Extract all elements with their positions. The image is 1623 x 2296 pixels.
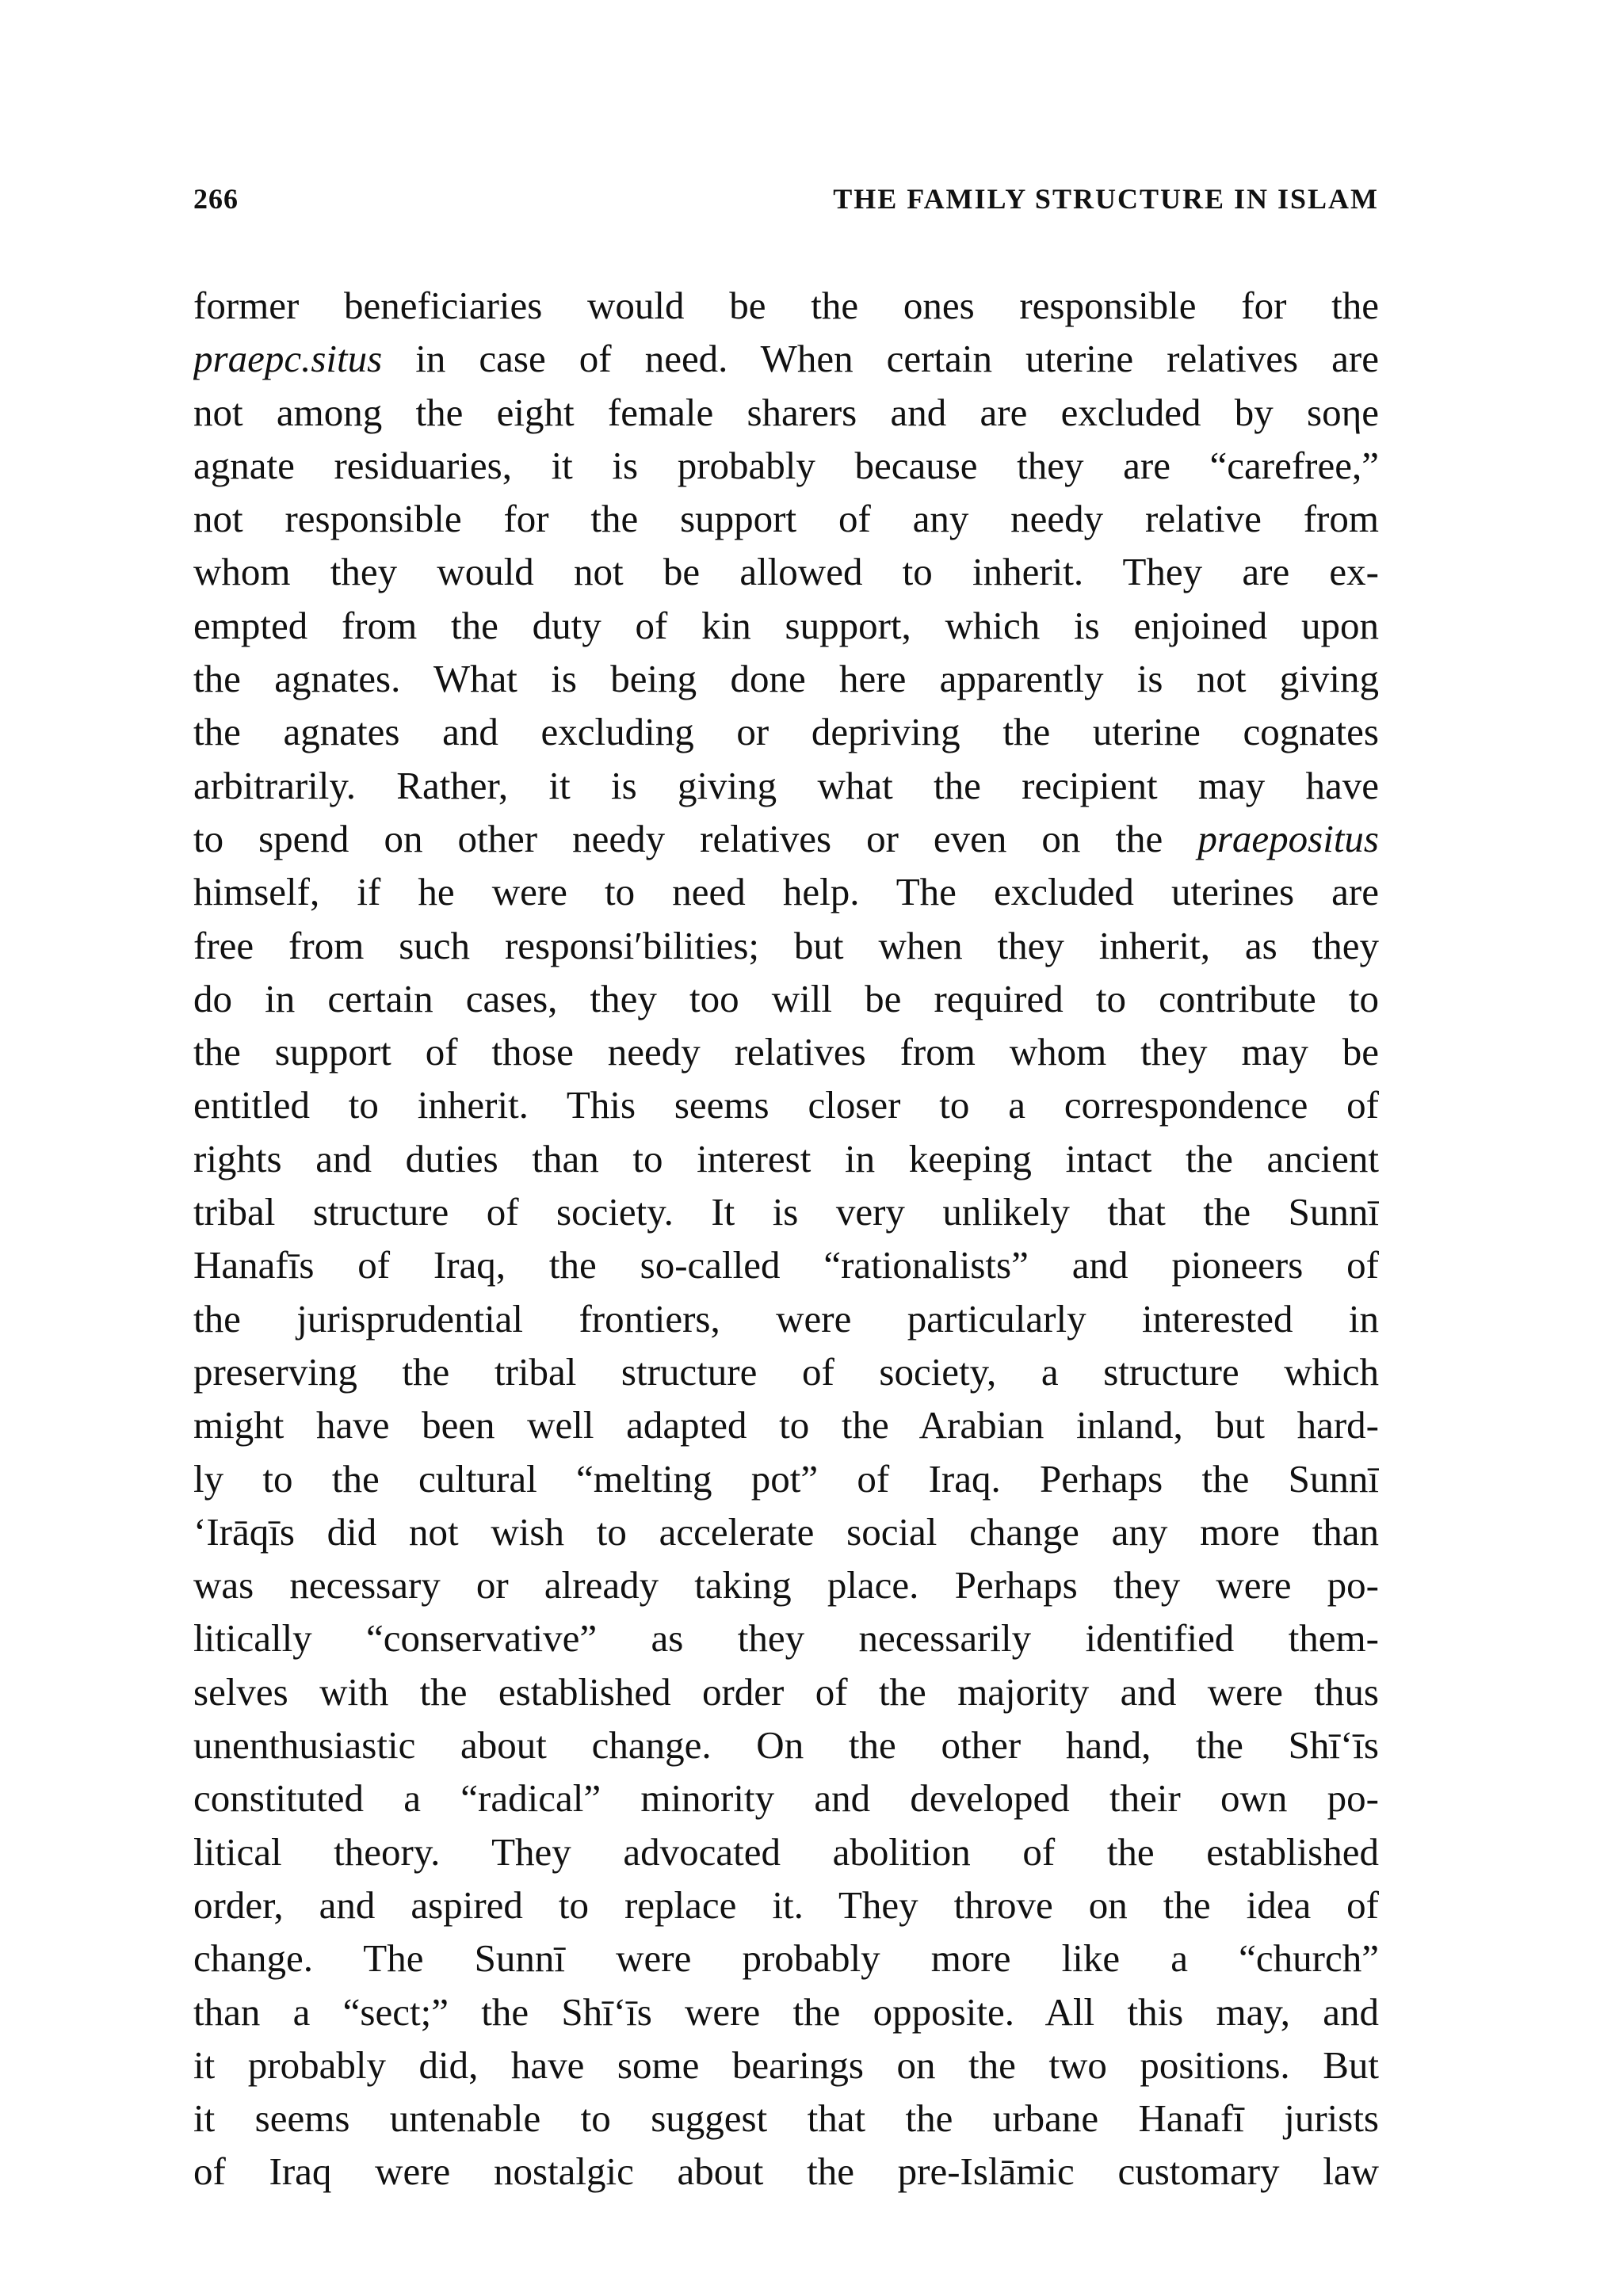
text-line: preserving the tribal structure of society, a structure which (193, 1349, 1379, 1394)
text-line: was necessary or already taking place. Perhaps they were po- (193, 1563, 1379, 1608)
text-line: might have been well adapted to the Arabian inland, but hard- (193, 1403, 1379, 1447)
text-line: of Iraq were nostalgic about the pre-Islāmic customary law (193, 2149, 1379, 2194)
text-line: whom they would not be allowed to inherit. They are ex- (193, 550, 1379, 594)
running-head (193, 182, 1379, 230)
running-title: THE FAMILY STRUCTURE IN ISLAM (833, 183, 1379, 215)
text-line: the jurisprudential frontiers, were particularly interested in (193, 1296, 1379, 1341)
text-line: litically “conservative” as they necessarily identified them- (193, 1616, 1379, 1661)
text-line: constituted a “radical” minority and developed their own po- (193, 1776, 1379, 1821)
text-line: it probably did, have some bearings on the two positions. But (193, 2042, 1379, 2087)
text-line: than a “sect;” the Shī‘īs were the opposite. All this may, and (193, 1989, 1379, 2034)
text-line: the agnates. What is being done here apparently is not giving (193, 657, 1379, 701)
text-line: agnate residuaries, it is probably because they are “carefree,” (193, 443, 1379, 487)
text-line: to spend on other needy relatives or even on the praepositus (193, 816, 1379, 860)
text-line: the agnates and excluding or depriving the uterine cognates (193, 710, 1379, 754)
text-line: rights and duties than to interest in keeping intact the ancient (193, 1136, 1379, 1180)
italic-term: praepc.situs (193, 337, 383, 381)
text-line: ‘Irāqīs did not wish to accelerate social change any more than (193, 1509, 1379, 1554)
text-line: litical theory. They advocated abolition of the established (193, 1829, 1379, 1874)
text-line: arbitrarily. Rather, it is giving what the recipient may have (193, 763, 1379, 807)
text-line: it seems untenable to suggest that the urbane Hanafī jurists (193, 2096, 1379, 2141)
text-line: not among the eight female sharers and are excluded by soηe (193, 390, 1379, 434)
body-text (193, 279, 1379, 2199)
text-line: unenthusiastic about change. On the other hand, the Shī‘īs (193, 1723, 1379, 1768)
page-number: 266 (193, 183, 239, 215)
text-line: order, and aspired to replace it. They throve on the idea of (193, 1882, 1379, 1927)
text-line: himself, if he were to need help. The excluded uterines are (193, 870, 1379, 914)
text-line: praepc.situs in case of need. When certain uterine relatives are (193, 337, 1379, 381)
text-line: the support of those needy relatives from whom they may be (193, 1030, 1379, 1074)
italic-term: praepositus (1197, 816, 1379, 860)
text-line: ly to the cultural “melting pot” of Iraq. Perhaps the Sunnī (193, 1456, 1379, 1501)
text-line: Hanafīs of Iraq, the so-called “rationalists” and pioneers of (193, 1243, 1379, 1287)
text-line: tribal structure of society. It is very unlikely that the Sunnī (193, 1190, 1379, 1234)
text-line: entitled to inherit. This seems closer to a correspondence of (193, 1083, 1379, 1127)
text-line: do in certain cases, they too will be required to contribute to (193, 976, 1379, 1020)
text-line: not responsible for the support of any needy relative from (193, 497, 1379, 541)
text-line: former beneficiaries would be the ones responsible for the (193, 284, 1379, 327)
text-line: selves with the established order of the majority and were thus (193, 1669, 1379, 1714)
text-line: change. The Sunnī were probably more like a “church” (193, 1936, 1379, 1981)
text-line: empted from the duty of kin support, which is enjoined upon (193, 603, 1379, 647)
text-line: free from such responsiʹbilities; but when they inherit, as they (193, 923, 1379, 967)
